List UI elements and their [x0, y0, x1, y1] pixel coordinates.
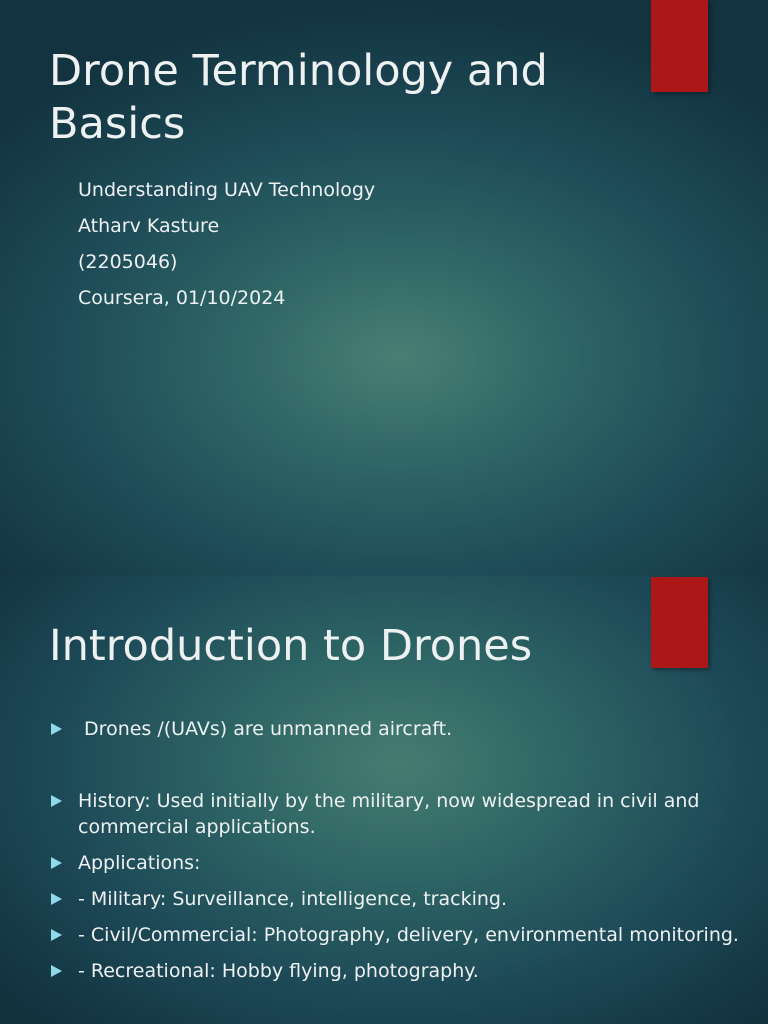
bullet-item — [49, 958, 739, 984]
slide-title-text: Introduction to Drones — [49, 621, 533, 671]
triangle-bullet-icon — [51, 795, 62, 807]
subtitle-line: Understanding UAV Technology — [78, 179, 376, 201]
bullet-text: Applications: — [78, 852, 201, 874]
bullet-item — [49, 716, 739, 742]
subtitle-line: (2205046) — [78, 251, 178, 273]
triangle-bullet-icon — [51, 723, 62, 735]
triangle-bullet-icon — [51, 929, 62, 941]
bullet-item — [49, 788, 739, 840]
bullet-text: - Military: Surveillance, intelligence, tracking. — [78, 888, 507, 910]
triangle-bullet-icon — [51, 893, 62, 905]
subtitle-line: Atharv Kasture — [78, 215, 220, 237]
triangle-bullet-icon — [51, 857, 62, 869]
bullet-item — [49, 850, 739, 876]
subtitle-list — [78, 176, 375, 320]
bullet-item — [49, 886, 739, 912]
slide-introduction — [0, 576, 768, 1024]
bullet-text: - Civil/Commercial: Photography, delivery, environmental monitoring. — [78, 924, 739, 946]
accent-bar — [651, 0, 708, 92]
slide-title-text: Drone Terminology and Basics — [49, 46, 548, 149]
subtitle-line: Coursera, 01/10/2024 — [78, 287, 286, 309]
bullet-text: - Recreational: Hobby flying, photography. — [78, 960, 479, 982]
bullet-list — [49, 716, 739, 984]
triangle-bullet-icon — [51, 965, 62, 977]
bullet-text: Drones /(UAVs) are unmanned aircraft. — [78, 718, 453, 740]
accent-bar — [651, 577, 708, 668]
bullet-text: History: Used initially by the military, now widespread in civil and commercial applications. — [78, 790, 700, 838]
bullet-item — [49, 922, 739, 948]
